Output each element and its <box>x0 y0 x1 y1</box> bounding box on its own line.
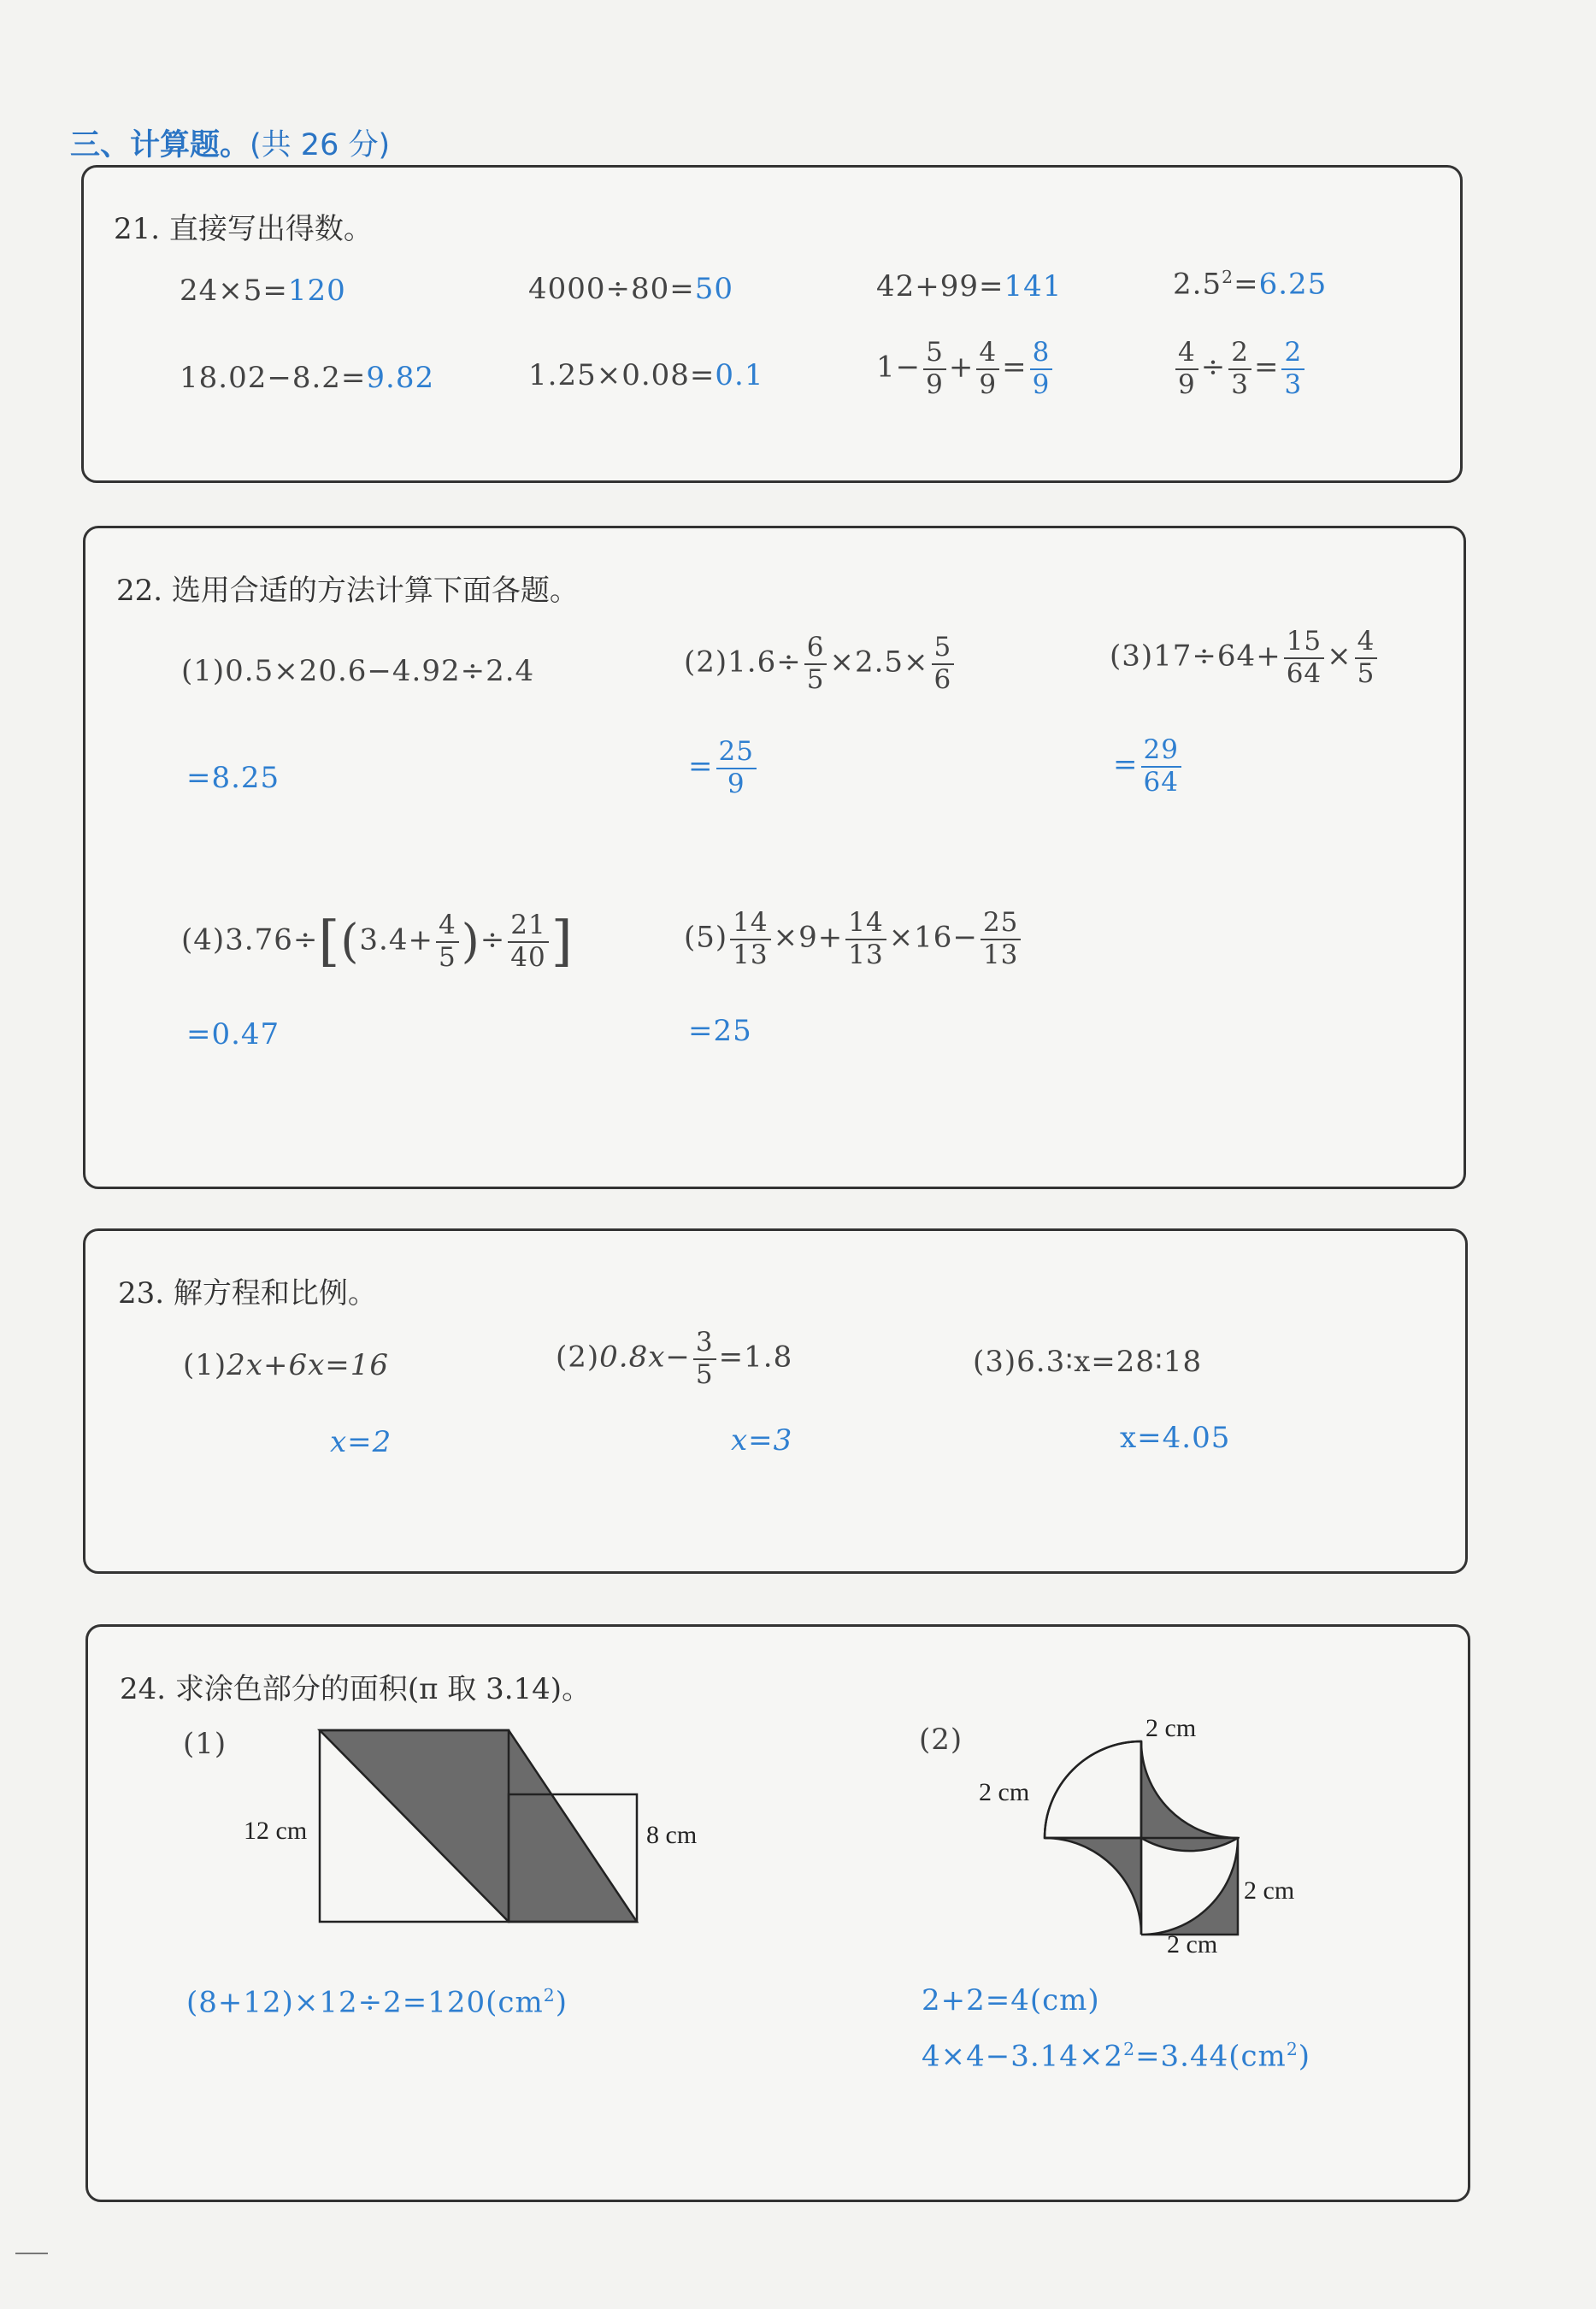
answer: 9.82 <box>366 361 435 395</box>
problem-label: (2) <box>556 1340 600 1375</box>
q22-answer-1: =8.25 <box>186 761 280 795</box>
q21-item-3 <box>876 269 1062 303</box>
q23-equation-3 <box>973 1345 1202 1379</box>
question-22-box <box>83 526 1466 1189</box>
q21-item-4 <box>1173 267 1327 301</box>
fraction <box>1355 627 1378 689</box>
q23-equation-1 <box>183 1348 389 1382</box>
figure-2-top-label: 2 cm <box>1145 1714 1197 1742</box>
answer-fraction <box>716 737 757 799</box>
figure-2-bottom-label: 2 cm <box>1167 1930 1218 1959</box>
numerator: 4 <box>436 910 459 943</box>
answer-text: (8+12)×12÷2=120(cm <box>186 1985 544 2020</box>
denominator: 40 <box>510 941 546 973</box>
expr-part: 0.8x− <box>599 1340 691 1375</box>
q22-answer-3 <box>1113 735 1184 798</box>
q22-problem-1 <box>181 654 534 688</box>
denominator: 9 <box>1032 368 1051 400</box>
q21-item-7 <box>876 338 1055 400</box>
problem-label: (4) <box>181 922 226 957</box>
denominator: 9 <box>979 368 998 400</box>
q21-item-6 <box>528 358 763 392</box>
section-title <box>70 121 390 164</box>
expr-part: =1.8 <box>718 1340 793 1375</box>
question-21-title: 21. 直接写出得数。 <box>114 212 373 246</box>
shaded-trapezoid <box>320 1730 637 1922</box>
q21-item-8 <box>1173 338 1307 400</box>
fraction <box>693 1328 716 1390</box>
numerator: 2 <box>1228 338 1251 370</box>
equals: = <box>688 749 714 784</box>
corner-mark <box>15 2253 48 2254</box>
denominator: 5 <box>695 1358 714 1390</box>
numerator: 3 <box>693 1328 716 1360</box>
expr: 4000÷80= <box>528 272 695 306</box>
q21-item-1 <box>180 274 346 308</box>
denominator: 13 <box>982 939 1019 970</box>
problem-label: (3) <box>973 1345 1017 1379</box>
question-23-title: 23. 解方程和比例。 <box>118 1276 377 1311</box>
problem-label: (5) <box>684 920 728 955</box>
shaded-top-right <box>1141 1741 1238 1851</box>
numerator: 25 <box>981 908 1021 940</box>
denominator: 9 <box>926 368 944 400</box>
expr-part: ×9+ <box>773 920 844 955</box>
answer: 120 <box>287 274 346 308</box>
expr-part: ×16− <box>888 920 978 955</box>
q23-answer-1: x=2 <box>330 1425 392 1459</box>
expr-part: × <box>1327 639 1352 674</box>
fraction <box>1175 338 1198 400</box>
problem-label: (1) <box>183 1348 227 1382</box>
expr-part: 1.6÷ <box>727 645 802 680</box>
expr: 42+99= <box>876 269 1004 303</box>
q23-equation-2 <box>556 1328 792 1390</box>
denominator: 13 <box>733 939 769 970</box>
fraction <box>845 908 886 970</box>
problem-label: (2) <box>684 645 728 680</box>
fraction <box>932 633 955 695</box>
denominator: 64 <box>1286 657 1322 689</box>
numerator: 5 <box>932 633 955 665</box>
denominator: 9 <box>727 768 745 799</box>
q22-problem-2 <box>684 633 957 695</box>
answer: 0.1 <box>715 358 764 392</box>
numerator: 29 <box>1141 735 1181 768</box>
fraction <box>923 338 946 400</box>
numerator: 4 <box>976 338 999 370</box>
fraction <box>976 338 999 400</box>
answer-exp: 2 <box>543 1985 556 2006</box>
shaded-bottom-right <box>1141 1838 1238 1935</box>
expr: 0.5×20.6−4.92÷2.4 <box>225 654 535 688</box>
answer-text: 4×4−3.14×2 <box>922 2039 1124 2074</box>
numerator: 4 <box>1175 338 1198 370</box>
denominator: 6 <box>933 663 952 695</box>
expr-exp: 2 <box>1222 267 1234 287</box>
q22-answer-5: =25 <box>688 1014 752 1048</box>
denominator: 13 <box>848 939 884 970</box>
question-22-title: 22. 选用合适的方法计算下面各题。 <box>116 574 579 608</box>
equals: = <box>1253 350 1280 385</box>
fraction <box>508 910 548 973</box>
fraction <box>1284 627 1324 689</box>
answer-text: ) <box>555 1985 568 2020</box>
fraction <box>1228 338 1251 400</box>
figure-2-right-label: 2 cm <box>1244 1876 1295 1905</box>
denominator: 5 <box>1357 657 1375 689</box>
numerator: 14 <box>730 908 770 940</box>
numerator: 8 <box>1030 338 1053 370</box>
q21-item-2 <box>528 272 733 306</box>
plus: + <box>948 350 975 385</box>
expr: 6.3∶x=28∶18 <box>1016 1345 1203 1379</box>
equals: = <box>1113 747 1139 782</box>
denominator: 5 <box>438 941 456 973</box>
numerator: 21 <box>508 910 548 943</box>
problem-label: (1) <box>181 654 226 688</box>
right-paren-icon: ) <box>461 914 480 969</box>
numerator: 5 <box>923 338 946 370</box>
expr-part: ÷ <box>480 922 506 957</box>
q22-answer-2 <box>688 737 759 799</box>
figure-1-height-label: 12 cm <box>244 1817 308 1845</box>
figure-2-answer-2 <box>922 2039 1310 2073</box>
denominator: 3 <box>1231 368 1249 400</box>
expr-base: 2.5 <box>1173 267 1222 302</box>
expr-part: 3.4+ <box>359 922 433 957</box>
fraction <box>804 633 827 695</box>
right-bracket-icon: ] <box>551 910 574 974</box>
question-24-title: 24. 求涂色部分的面积(π 取 3.14)。 <box>120 1672 592 1706</box>
answer-fraction <box>1281 338 1304 400</box>
fraction <box>730 908 770 970</box>
denominator: 5 <box>806 663 825 695</box>
pre: 1− <box>876 350 922 385</box>
left-paren-icon: ( <box>340 914 360 969</box>
numerator: 15 <box>1284 627 1324 659</box>
q23-answer-2: x=3 <box>731 1423 793 1458</box>
answer-exp: 2 <box>1286 2039 1299 2059</box>
expr: 2x+6x=16 <box>227 1348 390 1382</box>
shaded-bottom-left <box>1045 1838 1141 1935</box>
figure-1-side-label: 8 cm <box>646 1821 698 1849</box>
section-points: (共 26 分) <box>250 128 391 162</box>
fraction <box>436 910 459 973</box>
q23-answer-3: x=4.05 <box>1120 1421 1231 1455</box>
q22-problem-3 <box>1110 627 1380 689</box>
equals: = <box>1002 350 1028 385</box>
figure-2-left-label: 2 cm <box>979 1778 1030 1806</box>
q22-problem-5 <box>684 908 1023 970</box>
expr-part: 17÷64+ <box>1153 639 1281 674</box>
q21-item-5 <box>180 361 434 395</box>
numerator: 4 <box>1355 627 1378 659</box>
fraction <box>981 908 1021 970</box>
answer-text: =3.44(cm <box>1135 2039 1287 2074</box>
numerator: 25 <box>716 737 757 769</box>
figure-2-diagram <box>1034 1735 1240 1941</box>
denominator: 3 <box>1284 368 1303 400</box>
answer-fraction <box>1141 735 1181 798</box>
expr-eq: = <box>1234 267 1259 302</box>
answer-exp: 2 <box>1123 2039 1136 2059</box>
answer-fraction <box>1030 338 1053 400</box>
figure-2-answer-1: 2+2=4(cm) <box>922 1983 1100 2017</box>
denominator: 9 <box>1178 368 1196 400</box>
answer: 141 <box>1004 269 1063 303</box>
problem-label: (3) <box>1110 639 1154 674</box>
answer-text: ) <box>1298 2039 1311 2074</box>
figure-2-label: (2) <box>919 1723 963 1757</box>
expr: 24×5= <box>180 274 288 308</box>
numerator: 2 <box>1281 338 1304 370</box>
expr-part: ×2.5× <box>829 645 929 680</box>
expr: 18.02−8.2= <box>180 361 367 395</box>
expr-part: 3.76÷ <box>225 922 319 957</box>
answer: 50 <box>694 272 734 306</box>
expr: 1.25×0.08= <box>528 358 716 392</box>
answer: 6.25 <box>1258 267 1328 302</box>
figure-1-label: (1) <box>183 1727 227 1761</box>
figure-1-diagram <box>316 1723 650 1928</box>
divide: ÷ <box>1200 350 1227 385</box>
left-bracket-icon: [ <box>318 910 341 974</box>
numerator: 6 <box>804 633 827 665</box>
question-24-box <box>85 1624 1470 2202</box>
denominator: 64 <box>1143 766 1179 798</box>
q22-problem-4 <box>181 910 574 973</box>
numerator: 14 <box>845 908 886 940</box>
q22-answer-4: =0.47 <box>186 1017 280 1051</box>
section-title-text: 三、计算题。 <box>70 128 250 162</box>
figure-1-answer <box>186 1985 568 2019</box>
